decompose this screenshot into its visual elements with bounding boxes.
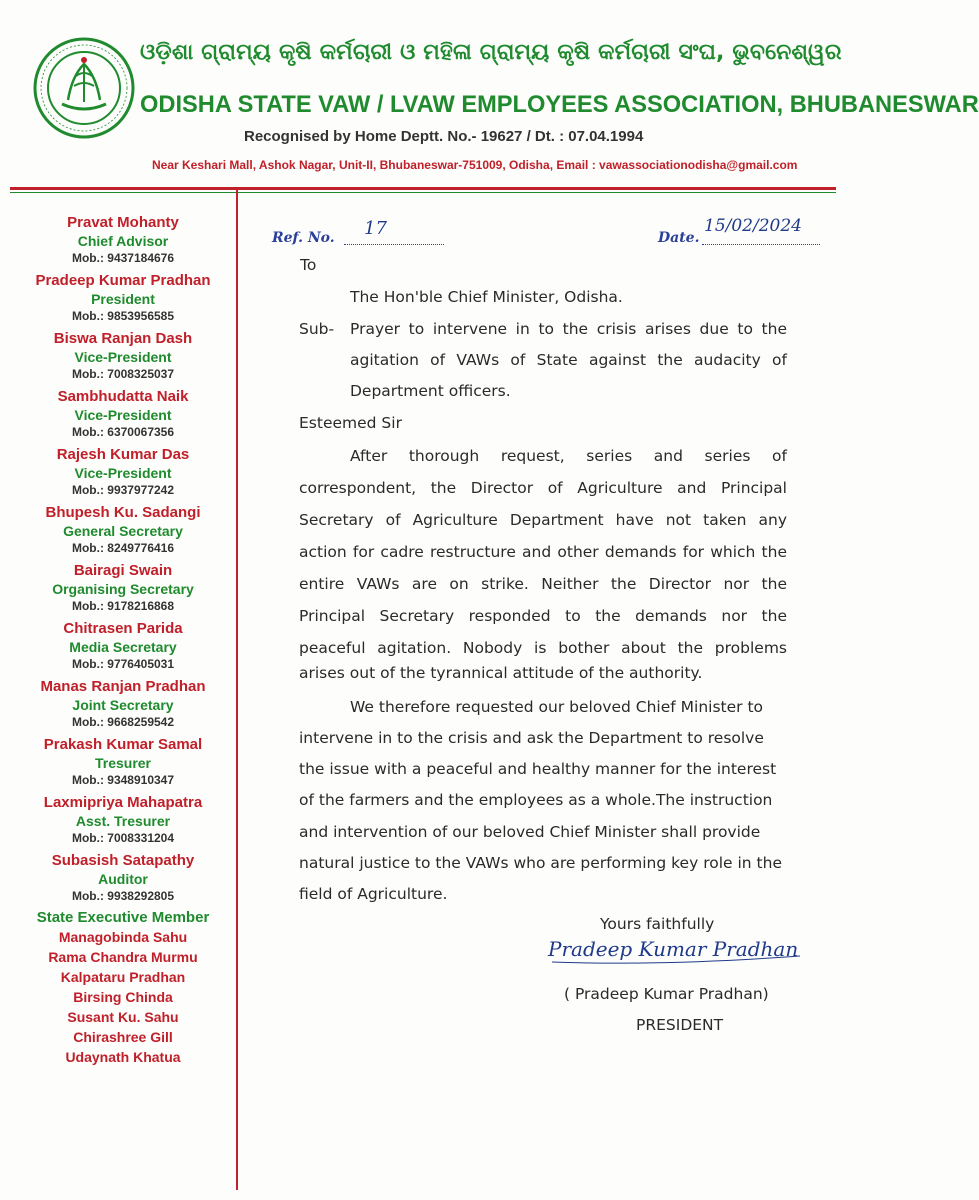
paragraph-line: of the farmers and the employees as a whole.The instruction: [299, 791, 773, 809]
signatory-designation: PRESIDENT: [636, 1016, 724, 1034]
office-bearer: [12, 388, 234, 441]
bearer-mobile: Mob.: 9937977242: [71, 483, 175, 497]
ref-dotted-line: [344, 232, 444, 245]
signature: [542, 922, 812, 972]
header-divider: [10, 187, 836, 190]
closing: Yours faithfully: [600, 915, 715, 933]
paragraph-line: intervene in to the crisis and ask the Department to resolve: [299, 729, 764, 747]
bearer-name: Sambhudatta Naik: [57, 388, 189, 405]
bearer-mobile: Mob.: 9938292805: [71, 889, 175, 903]
bearer-role: President: [91, 291, 155, 307]
association-title-odia: ଓଡ଼ିଶା ଗ୍ରାମ୍ୟ କୃଷି କର୍ମଚାରୀ ଓ ମହିଳା ଗ୍ରାମ୍ୟ କୃଷି କର୍ମଚାରୀ ସଂଘ, ଭୁବନେଶ୍ୱର: [140, 40, 842, 65]
office-bearer: [12, 446, 234, 499]
to-line: To: [300, 256, 317, 274]
bearer-role: Vice-President: [74, 349, 172, 365]
bearer-mobile: Mob.: 9437184676: [71, 251, 175, 265]
executive-member: Udaynath Khatua: [65, 1049, 181, 1065]
subject-line: Prayer to intervene in to the crisis arises due to the: [350, 320, 787, 338]
bearer-name: Laxmipriya Mahapatra: [43, 794, 203, 811]
paragraph-line: We therefore requested our beloved Chief Minister to: [350, 698, 764, 716]
bearer-role: Vice-President: [74, 407, 172, 423]
bearer-name: Bairagi Swain: [73, 562, 173, 579]
office-bearer: [12, 852, 234, 905]
bearer-role: General Secretary: [63, 523, 183, 539]
executive-member: Kalpataru Pradhan: [60, 969, 186, 985]
association-emblem-icon: [32, 36, 136, 140]
bearer-mobile: Mob.: 9668259542: [71, 715, 175, 729]
office-bearer: [12, 678, 234, 731]
bearer-mobile: Mob.: 8249776416: [71, 541, 175, 555]
sidebar-divider: [236, 190, 238, 1190]
executive-heading: State Executive Member: [36, 909, 210, 926]
association-title-english: ODISHA STATE VAW / LVAW EMPLOYEES ASSOCIATION, BHUBANESWAR: [140, 91, 979, 118]
paragraph-line: and intervention of our beloved Chief Minister shall provide: [299, 823, 761, 841]
office-bearer: [12, 620, 234, 673]
office-bearer: [12, 504, 234, 557]
bearer-role: Chief Advisor: [77, 233, 169, 249]
bearer-mobile: Mob.: 6370067356: [71, 425, 175, 439]
bearer-role: Organising Secretary: [52, 581, 194, 597]
subject-line: Department officers.: [350, 382, 511, 400]
paragraph-line: natural justice to the VAWs who are performing key role in the: [299, 854, 782, 872]
bearer-name: Subasish Satapathy: [51, 852, 195, 869]
bearer-mobile: Mob.: 7008331204: [71, 831, 175, 845]
office-bearer: [12, 330, 234, 383]
bearer-name: Biswa Ranjan Dash: [53, 330, 193, 347]
executive-member: Chirashree Gill: [73, 1029, 173, 1045]
bearer-name: Pravat Mohanty: [67, 214, 179, 231]
paragraph-line: field of Agriculture.: [299, 885, 448, 903]
paragraph-line: action for cadre restructure and other demands for which the: [299, 543, 787, 561]
bearer-name: Rajesh Kumar Das: [56, 446, 190, 463]
paragraph-line: entire VAWs are on strike. Neither the Director nor the: [299, 575, 787, 593]
bearer-mobile: Mob.: 7008325037: [71, 367, 175, 381]
bearer-name: Pradeep Kumar Pradhan: [35, 272, 211, 289]
bearer-role: Asst. Tresurer: [75, 813, 171, 829]
bearer-name: Chitrasen Parida: [63, 620, 183, 637]
executive-member: Managobinda Sahu: [58, 929, 188, 945]
bearer-role: Joint Secretary: [72, 697, 174, 713]
executive-member: Susant Ku. Sahu: [67, 1009, 179, 1025]
bearer-mobile: Mob.: 9178216868: [71, 599, 175, 613]
office-bearer: [12, 272, 234, 325]
paragraph-line: arises out of the tyrannical attitude of the authority.: [299, 664, 703, 682]
bearer-role: Vice-President: [74, 465, 172, 481]
signatory-name: ( Pradeep Kumar Pradhan): [564, 985, 769, 1003]
subject-line: agitation of VAWs of State against the audacity of: [350, 351, 787, 369]
bearer-mobile: Mob.: 9776405031: [71, 657, 175, 671]
signature-text: Pradeep Kumar Pradhan: [548, 937, 799, 961]
paragraph-line: correspondent, the Director of Agriculture and Principal: [299, 479, 787, 497]
bearer-mobile: Mob.: 9853956585: [71, 309, 175, 323]
ref-number: 17: [364, 218, 387, 239]
addressee: The Hon'ble Chief Minister, Odisha.: [350, 288, 623, 306]
ref-label: Ref. No.: [272, 230, 335, 246]
office-bearers-sidebar: [12, 214, 234, 1067]
date-label: Date.: [658, 230, 700, 246]
office-bearer: [12, 736, 234, 789]
paragraph-line: the issue with a peaceful and healthy manner for the interest: [299, 760, 777, 778]
executive-member: Birsing Chinda: [73, 989, 173, 1005]
bearer-name: Bhupesh Ku. Sadangi: [45, 504, 201, 521]
salutation: Esteemed Sir: [299, 414, 402, 432]
paragraph-line: Secretary of Agriculture Department have not taken any: [299, 511, 787, 529]
bearer-name: Prakash Kumar Samal: [43, 736, 203, 753]
paragraph-line: peaceful agitation. Nobody is bother about the problems: [299, 639, 787, 657]
bearer-role: Tresurer: [94, 755, 152, 771]
office-bearer: [12, 214, 234, 267]
association-address: Near Keshari Mall, Ashok Nagar, Unit-II, Bhubaneswar-751009, Odisha, Email : vawassociationodisha@gmail.com: [152, 158, 798, 172]
header-divider-secondary: [10, 192, 836, 193]
paragraph-line: Principal Secretary responded to the demands nor the: [299, 607, 787, 625]
office-bearer: [12, 562, 234, 615]
bearer-name: Manas Ranjan Pradhan: [40, 678, 206, 695]
office-bearer: [12, 794, 234, 847]
executive-member: Rama Chandra Murmu: [48, 949, 198, 965]
date-value: 15/02/2024: [704, 216, 802, 236]
subject-label: Sub-: [299, 320, 335, 338]
paragraph-line: After thorough request, series and series of: [350, 447, 787, 465]
bearer-role: Media Secretary: [69, 639, 177, 655]
bearer-role: Auditor: [98, 871, 148, 887]
bearer-mobile: Mob.: 9348910347: [71, 773, 175, 787]
recognition-number: Recognised by Home Deptt. No.- 19627 / Dt. : 07.04.1994: [244, 128, 644, 145]
